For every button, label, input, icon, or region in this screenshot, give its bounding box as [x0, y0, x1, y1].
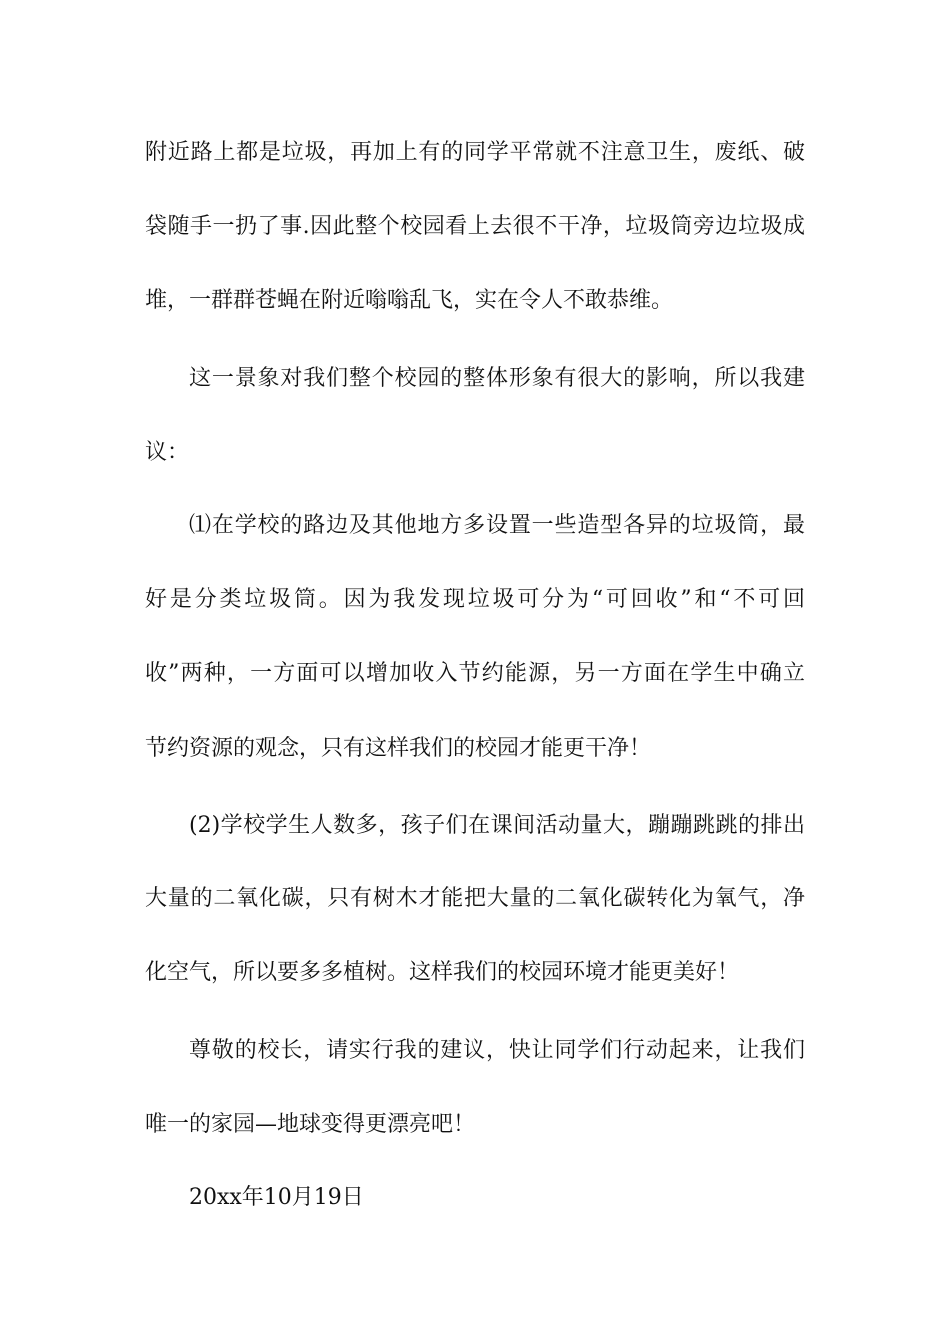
paragraph-line: 好是分类垃圾筒。因为我发现垃圾可分为“可回收”和“不可回: [145, 587, 805, 612]
paragraph-line: 议：: [145, 440, 190, 465]
letter-date: 20xx年10月19日: [189, 1185, 364, 1210]
paragraph-line: 节约资源的观念，只有这样我们的校园才能更干净！: [145, 736, 652, 761]
paragraph-line: 化空气，所以要多多植树。这样我们的校园环境才能更美好！: [145, 960, 740, 985]
paragraph-line: (2)学校学生人数多，孩子们在课间活动量大，蹦蹦跳跳的排出: [189, 813, 805, 838]
paragraph-line: 这一景象对我们整个校园的整体形象有很大的影响，所以我建: [189, 366, 805, 391]
paragraph-line: 附近路上都是垃圾，再加上有的同学平常就不注意卫生，废纸、破: [145, 140, 805, 165]
paragraph-line: 收”两种，一方面可以增加收入节约能源，另一方面在学生中确立: [145, 661, 805, 686]
paragraph-line: 唯一的家园—地球变得更漂亮吧！: [145, 1112, 476, 1137]
paragraph-line: 尊敬的校长，请实行我的建议，快让同学们行动起来，让我们: [189, 1038, 805, 1063]
paragraph-line: 大量的二氧化碳，只有树木才能把大量的二氧化碳转化为氧气，净: [145, 886, 805, 911]
paragraph-line: ⑴在学校的路边及其他地方多设置一些造型各异的垃圾筒，最: [189, 513, 805, 538]
paragraph-line: 堆，一群群苍蝇在附近嗡嗡乱飞，实在令人不敢恭维。: [145, 288, 674, 313]
paragraph-line: 袋随手一扔了事.因此整个校园看上去很不干净，垃圾筒旁边垃圾成: [145, 214, 805, 239]
